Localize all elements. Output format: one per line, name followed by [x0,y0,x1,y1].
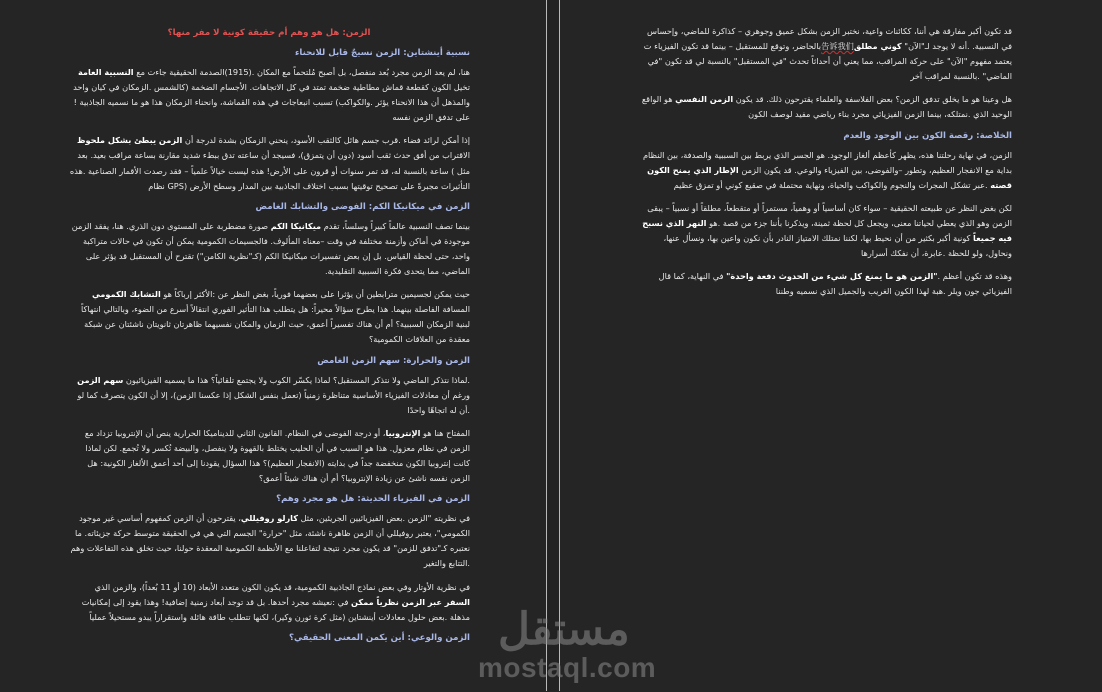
watermark-url: mostaql.com [478,652,657,683]
section-heading-relativity: نسبية أينشتاين: الزمن نسيجٌ قابل للانحناء [294,48,470,58]
paragraph: هنا، لم يعد الزمن مجرد بُعد منفصل، بل أصبح مُلتحماً مع المكان .(1915)الصدمة الحقيقية جاءت مع النسبية العامة تخيل الكون كقطعة قماش مطاطية ضخمة تمتد في كل الاتجاهات. الأجسام الضخمة (كالشمس .الزمكان في كيان واحد والمذهل أن هذا الانحناء يؤثر .والكواكب) تسبب انبعاجات في هذه القماشة، وانحناء الزمكان هذا هو ما نسميه الجاذبية !على تدفق الزمن نفسه [73,67,470,123]
right-page [560,0,1102,691]
paragraph: وهذه قد تكون أعظم ."الزمن هو ما يمنع كل شيء من الحدوث دفعة واحدة" في النهاية، كما قال الفيزيائي جون ويلر .هبة لهذا الكون الغريب والجميل الذي نسميه وطننا [658,271,1012,297]
section-heading-conclusion: الخلاصة: رقصة الكون بين الوجود والعدم [843,130,1012,141]
paragraph: لكن بغض النظر عن طبيعته الحقيقية – سواء كان أساسياً أو وهمياً، مستمراً أو متقطعاً، مطلقاً أو نسبياً – يبقى الزمن وهو الذي يعطي لحياتنا معنى، ويجعل كل لحظة ثمينة، ويذكرنا بأننا جزء من قصة .هو النهر الذي نسبح فيه جميعاً كونية أكبر بكثير من أن نحيط بها، لكننا نمتلك الامتياز النادر بأن نكون واعين بها، ونسأل عنها، ونحاول، ولو للحظة .عابرة، أن نفكك أسرارها [642,202,1012,259]
paragraph: بينما تصف النسبية عالماً كبيراً وسلساً، تقدم ميكانيكا الكم صورة مضطربة على المستوى دون الذري. هنا، يفقد الزمن موجودة في أماكن وأزمنة مختلفة في وقت –معناه المألوف. فالجسيمات الكمومية يمكن أن تكون في حالات متراكبة واحد، حتى لحظة القياس. بل إن بعض تفسيرات ميكانيكا الكم (كـ"نظرية الكامن") تقترح أن المستقبل قد يؤثر على الماضي، مما يتحدى فكرة السببية التقليدية. [71,220,470,277]
section-heading-thermodynamics: الزمن والحرارة: سهم الزمن الغامض [317,355,470,366]
paragraph: .لماذا نتذكر الماضي ولا نتذكر المستقبل؟ لماذا يكسّر الكوب ولا يجتمع تلقائياً؟ هذا ما يسميه الفيزيائيون سهم الزمن ورغم أن معادلات الفيزياء الأساسية متناظرة زمنياً (تعمل بنفس الشكل إذا عكسنا الزمن)، إلا أن الكون يتصرف كما لو .أن له اتجاهًا واحدًا [77,374,470,415]
paragraph: هل وعينا هو ما يخلق تدفق الزمن؟ بعض الفلاسفة والعلماء يقترحون ذلك. قد يكون الزمن النفسي هو الواقع الوحيد الذي .نمتلكه، بينما الزمن الفيزيائي مجرد بناء رياضي مفيد لوصف الكون [641,94,1012,120]
section-heading-consciousness: الزمن والوعي: أين يكمن المعنى الحقيقي؟ [289,632,470,643]
paragraph: قد تكون أكبر مفارقة هي أننا، ككائنات واعية، نختبر الزمن بشكل عميق وجوهري – كذاكرة للماضي، وإحساس في النسبية. .أنه لا يوجد لـ"الآن" كوني مطلق告诉我们بالحاضر، وتوقع للمستقبل – بينما قد تكون الفيزياء ت يعتمد مفهوم "الآن" على حركة المراقب، مما يعني أن أحداثاً تحدث "في المستقبل" بالنسبة لي قد تكون "في الماضي" .بالنسبة لمراقب آخر [643,26,1012,82]
page-divider [546,0,560,691]
paragraph: الزمن، في نهاية رحلتنا هذه، يظهر كأعظم ألغاز الوجود. هو الجسر الذي يربط بين السببية والصدفة، بين النظام بداية مع الانفجار العظيم، وتطور –والفوضى، بين الفيزياء والوعي. قد يكون الزمن الإطار الذي يمنح الكون قصته .عبر تشكل المجرات والنجوم والكواكب والحياة، ونهاية محتملة في صقيع كوني أو تمزق عظيم [642,149,1012,190]
paragraph: حيث يمكن لجسيمين مترابطين أن يؤثرا على بعضهما فورياً، بغض النظر عن :الأكثر إرباكاً هو التشابك الكمومي المسافة الفاصلة بينهما. هذا يطرح سؤالاً محيراً: هل يتطلب هذا التأثير الفوري انتقالاً أسرع من الضوء، وبالتالي انتهاكاً لبنية الزمكان السببية؟ أم أن هناك تفسيراً أعمق، حيث الزمان والمكان نفسيهما ظاهرتان ثانويتان ناشئتان عن شبكة معقدة من العلاقات الكمومية؟ [81,289,470,345]
section-heading-modern-physics: الزمن في الفيزياء الحديثة: هل هو مجرد وهم؟ [276,494,470,505]
document-title: الزمن: هل هو وهم أم حقيقة كونية لا مفر منها؟ [167,28,371,38]
paragraph: المفتاح هنا هو الإنتروبيا، أو درجة الفوضى في النظام. القانون الثاني للديناميكا الحرارية ينص أن الإنتروبيا تزداد مع الزمن في نظام معزول. هذا هو السبب في أن الحليب يختلط بالقهوة ولا ينفصل، والبيضة تُكسر ولا تُجمع. لكن لماذا كانت إنتروبيا الكون منخفضة جداً في بدايته (الانفجار العظيم)؟ هذا السؤال يقودنا إلى أحد أعمق الألغاز الكونية: هل الزمن نفسه ناشئ عن زيادة الإنتروبيا؟ أم أن هناك شيئاً أعمق؟ [84,427,470,484]
paragraph: إذا أمكن لرائد فضاء .قرب جسم هائل كالثقب الأسود، ينحني الزمكان بشدة لدرجة أن الزمن يبطئ بشكل ملحوظ الاقتراب من أفق حدث ثقب أسود (دون أن يتمزق)، فسيجد أن ساعته تدق ببطء شديد مقارنة بساعة مراقب بعيد. بعد مثل ) ساعة بالنسبة له، قد تمر سنوات أو قرون على الأرض! هذه ليست خيالاً علمياً – فقد رصدت الأقمار الصناعية .هذه التأثيرات مجبرةً على تصحيح توقيتها بسبب اختلاف الجاذبية بين المدار وسطح الأرض (GPS نظام [69,135,470,191]
section-heading-quantum: الزمن في ميكانيكا الكم: الفوضى والتشابك الغامض [255,201,470,212]
right-page-text-column [640,24,1012,307]
paragraph: في نظريته "الزمن .بعض الفيزيائيين الجريئين، مثل كارلو روفيللي، يقترحون أن الزمن كمفهوم أساسي غير موجود الكمومي"، يعتبر روفيللي أن الزمن ظاهرة ناشئة، مثل "حرارة" الجسم التي هي في الحقيقة متوسط حركة جزيئاته. ما نعتبره كـ"تدفق للزمن" قد يكون مجرد نتيجة لتفاعلنا مع الأنظمة الكمومية المعقدة حولنا، حيث تخلق هذه التفاعلات وهم .التتابع والتغير [70,513,470,569]
left-page [0,0,546,691]
left-page-text-column [68,28,470,650]
paragraph: في نظرية الأوتار وفي بعض نماذج الجاذبية الكمومية، قد يكون الكون متعدد الأبعاد (10 أو 11 بُعداً)، والزمن الذي السفر عبر الزمن نظرياً ممكن في :نعيشه مجرد أحدها. بل قد توجد أبعاد زمنية إضافية! وهذا يقود إلى إمكانيات مذهلة .بعض حلول معادلات أينشتاين (مثل كرة ثورن وكير)، لكنها تتطلب طاقة هائلة واستقراراً يبدو مستحيلاً عملياً [81,581,470,622]
spellcheck-flagged-text[interactable]: 告诉我们 [821,41,854,52]
watermark-arabic-logo: مستقل [498,605,630,654]
